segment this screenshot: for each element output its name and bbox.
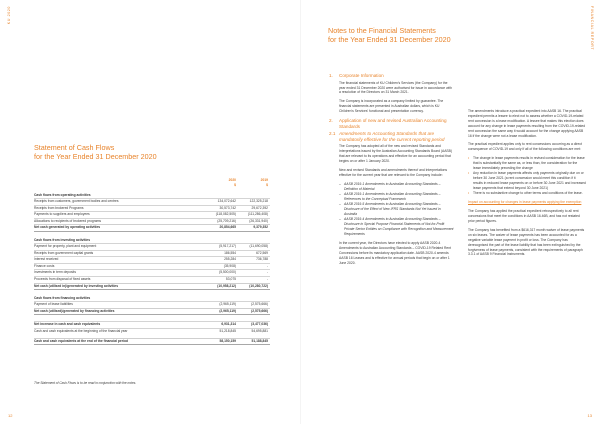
- section-2-1-heading: 2.1 Amendments to Accounting Standards that are mandatorily effective for the current reporting period: [329, 131, 445, 142]
- table-row: Receipts from government capital grants 186,554 672,569: [34, 250, 268, 255]
- table-row: Proceeds from disposal of fixed assets 53,075 -: [34, 276, 268, 281]
- table-row: Interest received 255,284 736,788: [34, 257, 268, 262]
- paragraph: The Company is incorporated as a company limited by guarantee. The financial statements are presented in Australian dollars, which is KU Children's Services' functional and presentation currency.: [339, 99, 444, 114]
- section-heading: Cash flows from operating activities: [34, 193, 91, 197]
- cash-flow-footnote: The Statement of Cash Flows is to be read in conjunction with the notes.: [34, 381, 137, 385]
- section-heading: Cash flows from investing activities: [34, 237, 91, 242]
- table-row: Finance costs (35,908) -: [34, 263, 268, 268]
- paragraph: The financial statements of KU Children's Services (the Company) for the year ended 31 December 2020 were authorised for issue in accordance with a resolution of the Directors on 31 March 2021.: [339, 80, 453, 95]
- standards-list: [339, 182, 454, 237]
- notes-column-2: [468, 109, 586, 261]
- section-2-heading: 2. Application of new and revised Australian Accounting Standards: [329, 118, 447, 129]
- paragraph: The amendments introduce a practical expedient into AASB 16. The practical expedient permits a lessee to elect not to assess whether a COVID-19-related rent concession is a lease modification. A lessee that makes this election does account for any change in lease payments resulting from the COVID-19-related rent concession the same way it would account for the change applying AASB 16 if the change were not a lease modification.: [468, 109, 586, 138]
- table-total-row: Net cash generated by operating activities 20,854,665 9,379,352: [34, 224, 270, 232]
- list-item: – AASB 2019-4 Amendments to Australian Accounting Standards – Disclosure in Special Purpose Financial Statements of Not-for-Profit Private Sector Entities on Compliance with Recognition and Measurement Requirements: [339, 217, 454, 237]
- col-2019-unit: $: [266, 183, 268, 187]
- table-total-row: Net cash (utilised)/generated by financing activities (2,965,119) (2,575,666): [34, 308, 270, 316]
- section-1-heading: 1. Corporate Information: [329, 73, 384, 78]
- col-2020-year: 2020: [228, 178, 236, 182]
- paragraph: The Company has benefited from a $616,317 month waiver of lease payments on six leases. The waiver of lease payments has been accounted for as a negative variable lease payment in profit or loss. The Company has derecognised the part of the lease liability that has been extinguished by the forgiveness of lease payments, consistent with the requirements of paragraph 3.3.1 of AASB 9 Financial Instruments.: [468, 227, 585, 257]
- page-number-left: 12: [8, 413, 13, 418]
- table-header: [34, 178, 270, 190]
- section-heading: Cash flows from financing activities: [34, 296, 91, 301]
- page-spine: [300, 0, 301, 424]
- table-row: Payments to suppliers and employees (118,082,505) (111,286,408): [34, 212, 268, 217]
- net-increase-row: Net increase in cash and cash equivalents 6,931,314 (3,477,036): [34, 322, 268, 327]
- page-number-right: 13: [587, 413, 592, 418]
- paragraph: The Company has applied the practical expedient retrospectively to all rent concessions that meet the conditions in AASB 16.46B, and has not restated prior period figures.: [468, 209, 580, 223]
- notes-title: Notes to the Financial Statements for the Year Ended 31 December 2020: [328, 26, 451, 44]
- side-label-right: FINANCIAL REPORT: [590, 6, 594, 51]
- table-row: Allocations to recipients of brokered programs (25,709,216) (26,331,940): [34, 218, 268, 223]
- list-item: • The change in lease payments results in revised consideration for the lease that is substantially the same as, or less than, the consideration for the lease immediately preceding the change: [468, 156, 586, 171]
- conditions-list: [468, 156, 586, 196]
- side-label-left: KU 2020: [7, 6, 11, 25]
- list-item: • Any reduction in lease payments affects only payments originally due on or before 30 June 2021 (a rent concession would meet this condition if it results in reduced lease payments on or before 30 June 2021 and increased lease payments that extend beyond 30 June 2021): [468, 171, 586, 191]
- table-row: Payment for property, plant and equipment (5,917,217) (11,690,058): [34, 243, 268, 248]
- ending-balance-row: Cash and cash equivalents at the end of the financial period 58,150,159 51,188,845: [34, 338, 270, 346]
- paragraph: New and revised Standards and amendments thereof and Interpretations effective for the current year that are relevant to the Company include:: [339, 168, 447, 177]
- paragraph: The Company has adopted all of the new and revised Standards and Interpretations issued by the Australian Accounting Standards Board (AASB) that are relevant to its operations and effective for an accounting period that begins on or after 1 January 2020.: [339, 144, 453, 164]
- list-item: – AASB 2019-1 Amendments to Australian Accounting Standards – Definition of Material: [339, 182, 454, 192]
- list-item: – AASB 2019-1 Amendments to Australian Accounting Standards – References to the Conceptual Framework: [339, 192, 454, 202]
- cash-flow-table: [34, 178, 270, 345]
- subheading-link: Impact on accounting for changes in lease payments applying the exemption: [468, 200, 582, 205]
- col-2020-unit: $: [234, 183, 236, 187]
- notes-column-1: [329, 73, 454, 270]
- col-2019-year: 2019: [260, 178, 268, 182]
- list-item: – AASB 2019-5 Amendments to Australian Accounting Standards – Disclosure of the Effect of New IFRS Standards Not Yet Issued in Australia: [339, 202, 454, 217]
- table-row: Payment of lease liabilities (2,965,119) (2,575,666): [34, 302, 268, 307]
- table-row: Receipts from brokered Programs 30,573,742 29,672,392: [34, 205, 268, 210]
- list-item: • There is no substantive change to other terms and conditions of the lease.: [468, 191, 586, 196]
- paragraph: The practical expedient applies only to rent concessions occurring as a direct consequence of COVID-19 and only if all of the following conditions are met:: [468, 142, 582, 152]
- paragraph: In the current year, the Directors have elected to apply AASB 2020-4 Amendments to Australian Accounting Standards – COVID-19 Related Rent Concessions before its mandatory application date. AASB 2020-4 amends AASB 16 Leases and is effective for annual periods that begin on or after 1 June 2020.: [339, 240, 452, 265]
- table-total-row: Net cash (utilised in)/generated by investing activities (10,958,212) (10,280,722): [34, 283, 270, 291]
- beginning-balance-row: Cash and cash equivalents at the beginning of the financial year 51,218,845 54,695,881: [34, 328, 268, 333]
- cash-flow-title: Statement of Cash Flows for the Year Ended 31 December 2020: [34, 143, 157, 161]
- table-row: Investments in term deposits (5,500,000) -: [34, 270, 268, 275]
- table-row: Receipts from customers, government bodies and centres 134,072,642 122,325,218: [34, 199, 268, 203]
